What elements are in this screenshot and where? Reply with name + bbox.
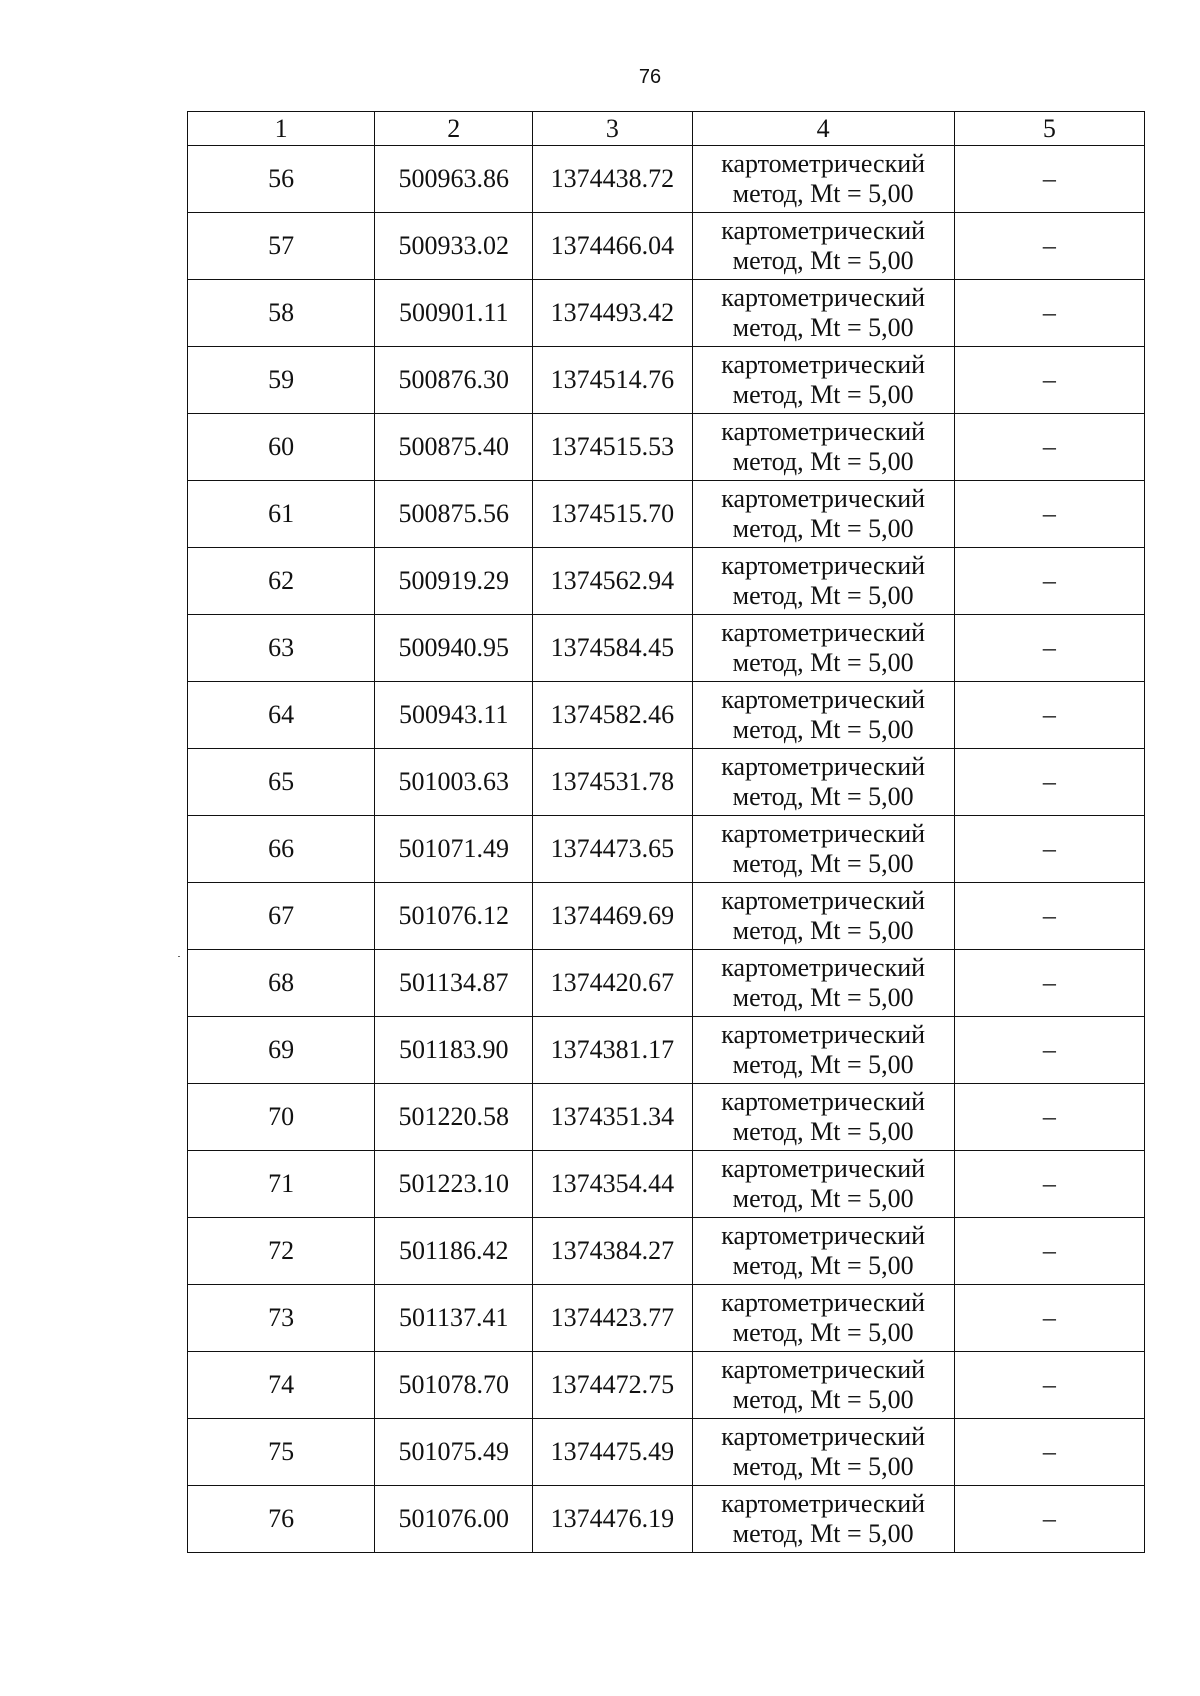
method-line-2: метод, Mt = 5,00 bbox=[732, 581, 914, 610]
point-number-cell: 57 bbox=[188, 213, 375, 280]
point-number-cell: 61 bbox=[188, 481, 375, 548]
method-cell bbox=[692, 1419, 954, 1486]
column-header-4: 4 bbox=[692, 112, 954, 146]
method-cell bbox=[692, 749, 954, 816]
y-coordinate-cell: 1374562.94 bbox=[533, 548, 692, 615]
x-coordinate-cell: 501137.41 bbox=[375, 1285, 533, 1352]
method-line-1: картометрический bbox=[721, 819, 926, 848]
method-line-1: картометрический bbox=[721, 1489, 926, 1518]
note-cell: – bbox=[954, 1218, 1144, 1285]
table-row bbox=[188, 1017, 1145, 1084]
method-line-2: метод, Mt = 5,00 bbox=[732, 447, 914, 476]
x-coordinate-cell: 500933.02 bbox=[375, 213, 533, 280]
column-header-1: 1 bbox=[188, 112, 375, 146]
point-number-cell: 59 bbox=[188, 347, 375, 414]
table-row bbox=[188, 816, 1145, 883]
method-line-2: метод, Mt = 5,00 bbox=[732, 246, 914, 275]
method-cell bbox=[692, 615, 954, 682]
method-line-1: картометрический bbox=[721, 1422, 926, 1451]
page-number: 76 bbox=[638, 66, 662, 88]
method-cell bbox=[692, 1352, 954, 1419]
x-coordinate-cell: 501003.63 bbox=[375, 749, 533, 816]
y-coordinate-cell: 1374473.65 bbox=[533, 816, 692, 883]
table-row bbox=[188, 347, 1145, 414]
method-line-2: метод, Mt = 5,00 bbox=[732, 983, 914, 1012]
method-line-1: картометрический bbox=[721, 953, 926, 982]
method-line-2: метод, Mt = 5,00 bbox=[732, 313, 914, 342]
note-cell: – bbox=[954, 146, 1144, 213]
method-line-2: метод, Mt = 5,00 bbox=[732, 380, 914, 409]
point-number-cell: 70 bbox=[188, 1084, 375, 1151]
table-body bbox=[188, 146, 1145, 1553]
method-line-2: метод, Mt = 5,00 bbox=[732, 715, 914, 744]
x-coordinate-cell: 500901.11 bbox=[375, 280, 533, 347]
note-cell: – bbox=[954, 883, 1144, 950]
method-line-2: метод, Mt = 5,00 bbox=[732, 1519, 914, 1548]
table-row bbox=[188, 615, 1145, 682]
x-coordinate-cell: 500875.40 bbox=[375, 414, 533, 481]
method-cell bbox=[692, 481, 954, 548]
method-line-2: метод, Mt = 5,00 bbox=[732, 514, 914, 543]
y-coordinate-cell: 1374466.04 bbox=[533, 213, 692, 280]
method-line-1: картометрический bbox=[721, 1355, 926, 1384]
note-cell: – bbox=[954, 1017, 1144, 1084]
y-coordinate-cell: 1374515.70 bbox=[533, 481, 692, 548]
table-row bbox=[188, 883, 1145, 950]
method-line-1: картометрический bbox=[721, 350, 926, 379]
method-cell bbox=[692, 950, 954, 1017]
y-coordinate-cell: 1374476.19 bbox=[533, 1486, 692, 1553]
table-row bbox=[188, 1419, 1145, 1486]
x-coordinate-cell: 501076.00 bbox=[375, 1486, 533, 1553]
table-row bbox=[188, 481, 1145, 548]
method-cell bbox=[692, 1486, 954, 1553]
x-coordinate-cell: 500876.30 bbox=[375, 347, 533, 414]
note-cell: – bbox=[954, 280, 1144, 347]
table-row bbox=[188, 1151, 1145, 1218]
x-coordinate-cell: 501220.58 bbox=[375, 1084, 533, 1151]
method-cell bbox=[692, 1084, 954, 1151]
x-coordinate-cell: 500963.86 bbox=[375, 146, 533, 213]
note-cell: – bbox=[954, 1419, 1144, 1486]
table-row bbox=[188, 146, 1145, 213]
method-cell bbox=[692, 682, 954, 749]
point-number-cell: 62 bbox=[188, 548, 375, 615]
table-row bbox=[188, 414, 1145, 481]
method-cell bbox=[692, 548, 954, 615]
header-row bbox=[188, 112, 1145, 146]
method-line-2: метод, Mt = 5,00 bbox=[732, 1452, 914, 1481]
method-line-2: метод, Mt = 5,00 bbox=[732, 1318, 914, 1347]
note-cell: – bbox=[954, 615, 1144, 682]
y-coordinate-cell: 1374438.72 bbox=[533, 146, 692, 213]
table-row bbox=[188, 749, 1145, 816]
y-coordinate-cell: 1374351.34 bbox=[533, 1084, 692, 1151]
y-coordinate-cell: 1374384.27 bbox=[533, 1218, 692, 1285]
y-coordinate-cell: 1374472.75 bbox=[533, 1352, 692, 1419]
y-coordinate-cell: 1374515.53 bbox=[533, 414, 692, 481]
y-coordinate-cell: 1374584.45 bbox=[533, 615, 692, 682]
x-coordinate-cell: 500919.29 bbox=[375, 548, 533, 615]
y-coordinate-cell: 1374423.77 bbox=[533, 1285, 692, 1352]
method-line-1: картометрический bbox=[721, 1288, 926, 1317]
method-line-2: метод, Mt = 5,00 bbox=[732, 916, 914, 945]
point-number-cell: 60 bbox=[188, 414, 375, 481]
method-cell bbox=[692, 280, 954, 347]
method-line-1: картометрический bbox=[721, 216, 926, 245]
method-line-2: метод, Mt = 5,00 bbox=[732, 849, 914, 878]
note-cell: – bbox=[954, 1285, 1144, 1352]
method-line-2: метод, Mt = 5,00 bbox=[732, 1184, 914, 1213]
column-header-5: 5 bbox=[954, 112, 1144, 146]
method-line-1: картометрический bbox=[721, 752, 926, 781]
point-number-cell: 68 bbox=[188, 950, 375, 1017]
note-cell: – bbox=[954, 548, 1144, 615]
column-header-2: 2 bbox=[375, 112, 533, 146]
point-number-cell: 75 bbox=[188, 1419, 375, 1486]
note-cell: – bbox=[954, 1352, 1144, 1419]
method-line-2: метод, Mt = 5,00 bbox=[732, 1251, 914, 1280]
x-coordinate-cell: 501071.49 bbox=[375, 816, 533, 883]
column-header-3: 3 bbox=[533, 112, 692, 146]
table-row bbox=[188, 1285, 1145, 1352]
note-cell: – bbox=[954, 481, 1144, 548]
method-line-1: картометрический bbox=[721, 886, 926, 915]
method-cell bbox=[692, 1151, 954, 1218]
table-row bbox=[188, 548, 1145, 615]
table-row bbox=[188, 1352, 1145, 1419]
x-coordinate-cell: 500940.95 bbox=[375, 615, 533, 682]
x-coordinate-cell: 501183.90 bbox=[375, 1017, 533, 1084]
method-line-1: картометрический bbox=[721, 618, 926, 647]
note-cell: – bbox=[954, 213, 1144, 280]
y-coordinate-cell: 1374469.69 bbox=[533, 883, 692, 950]
method-cell bbox=[692, 414, 954, 481]
note-cell: – bbox=[954, 414, 1144, 481]
method-line-1: картометрический bbox=[721, 685, 926, 714]
method-line-2: метод, Mt = 5,00 bbox=[732, 1117, 914, 1146]
note-cell: – bbox=[954, 1151, 1144, 1218]
y-coordinate-cell: 1374582.46 bbox=[533, 682, 692, 749]
point-number-cell: 69 bbox=[188, 1017, 375, 1084]
method-line-1: картометрический bbox=[721, 1020, 926, 1049]
note-cell: – bbox=[954, 682, 1144, 749]
point-number-cell: 71 bbox=[188, 1151, 375, 1218]
point-number-cell: 67 bbox=[188, 883, 375, 950]
method-line-2: метод, Mt = 5,00 bbox=[732, 648, 914, 677]
x-coordinate-cell: 501223.10 bbox=[375, 1151, 533, 1218]
method-cell bbox=[692, 213, 954, 280]
note-cell: – bbox=[954, 1486, 1144, 1553]
scan-mark bbox=[178, 956, 180, 957]
method-cell bbox=[692, 1017, 954, 1084]
method-line-1: картометрический bbox=[721, 1221, 926, 1250]
method-line-1: картометрический bbox=[721, 417, 926, 446]
method-line-1: картометрический bbox=[721, 1087, 926, 1116]
table-row bbox=[188, 682, 1145, 749]
table-row bbox=[188, 950, 1145, 1017]
y-coordinate-cell: 1374514.76 bbox=[533, 347, 692, 414]
x-coordinate-cell: 500943.11 bbox=[375, 682, 533, 749]
x-coordinate-cell: 501076.12 bbox=[375, 883, 533, 950]
point-number-cell: 73 bbox=[188, 1285, 375, 1352]
point-number-cell: 63 bbox=[188, 615, 375, 682]
point-number-cell: 72 bbox=[188, 1218, 375, 1285]
point-number-cell: 74 bbox=[188, 1352, 375, 1419]
method-line-1: картометрический bbox=[721, 1154, 926, 1183]
method-line-1: картометрический bbox=[721, 484, 926, 513]
method-line-1: картометрический bbox=[721, 551, 926, 580]
method-line-2: метод, Mt = 5,00 bbox=[732, 1050, 914, 1079]
method-cell bbox=[692, 883, 954, 950]
table-row bbox=[188, 213, 1145, 280]
x-coordinate-cell: 501075.49 bbox=[375, 1419, 533, 1486]
method-cell bbox=[692, 1285, 954, 1352]
table-row bbox=[188, 280, 1145, 347]
table-row bbox=[188, 1218, 1145, 1285]
note-cell: – bbox=[954, 816, 1144, 883]
note-cell: – bbox=[954, 1084, 1144, 1151]
y-coordinate-cell: 1374475.49 bbox=[533, 1419, 692, 1486]
note-cell: – bbox=[954, 950, 1144, 1017]
method-cell bbox=[692, 816, 954, 883]
y-coordinate-cell: 1374381.17 bbox=[533, 1017, 692, 1084]
method-line-1: картометрический bbox=[721, 149, 926, 178]
method-cell bbox=[692, 347, 954, 414]
point-number-cell: 65 bbox=[188, 749, 375, 816]
x-coordinate-cell: 500875.56 bbox=[375, 481, 533, 548]
coordinates-table bbox=[187, 111, 1145, 1553]
x-coordinate-cell: 501134.87 bbox=[375, 950, 533, 1017]
point-number-cell: 58 bbox=[188, 280, 375, 347]
table-row bbox=[188, 1486, 1145, 1553]
y-coordinate-cell: 1374493.42 bbox=[533, 280, 692, 347]
note-cell: – bbox=[954, 749, 1144, 816]
method-line-2: метод, Mt = 5,00 bbox=[732, 179, 914, 208]
x-coordinate-cell: 501078.70 bbox=[375, 1352, 533, 1419]
x-coordinate-cell: 501186.42 bbox=[375, 1218, 533, 1285]
y-coordinate-cell: 1374420.67 bbox=[533, 950, 692, 1017]
point-number-cell: 66 bbox=[188, 816, 375, 883]
method-cell bbox=[692, 146, 954, 213]
method-line-1: картометрический bbox=[721, 283, 926, 312]
y-coordinate-cell: 1374354.44 bbox=[533, 1151, 692, 1218]
method-line-2: метод, Mt = 5,00 bbox=[732, 782, 914, 811]
point-number-cell: 76 bbox=[188, 1486, 375, 1553]
y-coordinate-cell: 1374531.78 bbox=[533, 749, 692, 816]
note-cell: – bbox=[954, 347, 1144, 414]
table-row bbox=[188, 1084, 1145, 1151]
method-cell bbox=[692, 1218, 954, 1285]
point-number-cell: 56 bbox=[188, 146, 375, 213]
point-number-cell: 64 bbox=[188, 682, 375, 749]
method-line-2: метод, Mt = 5,00 bbox=[732, 1385, 914, 1414]
